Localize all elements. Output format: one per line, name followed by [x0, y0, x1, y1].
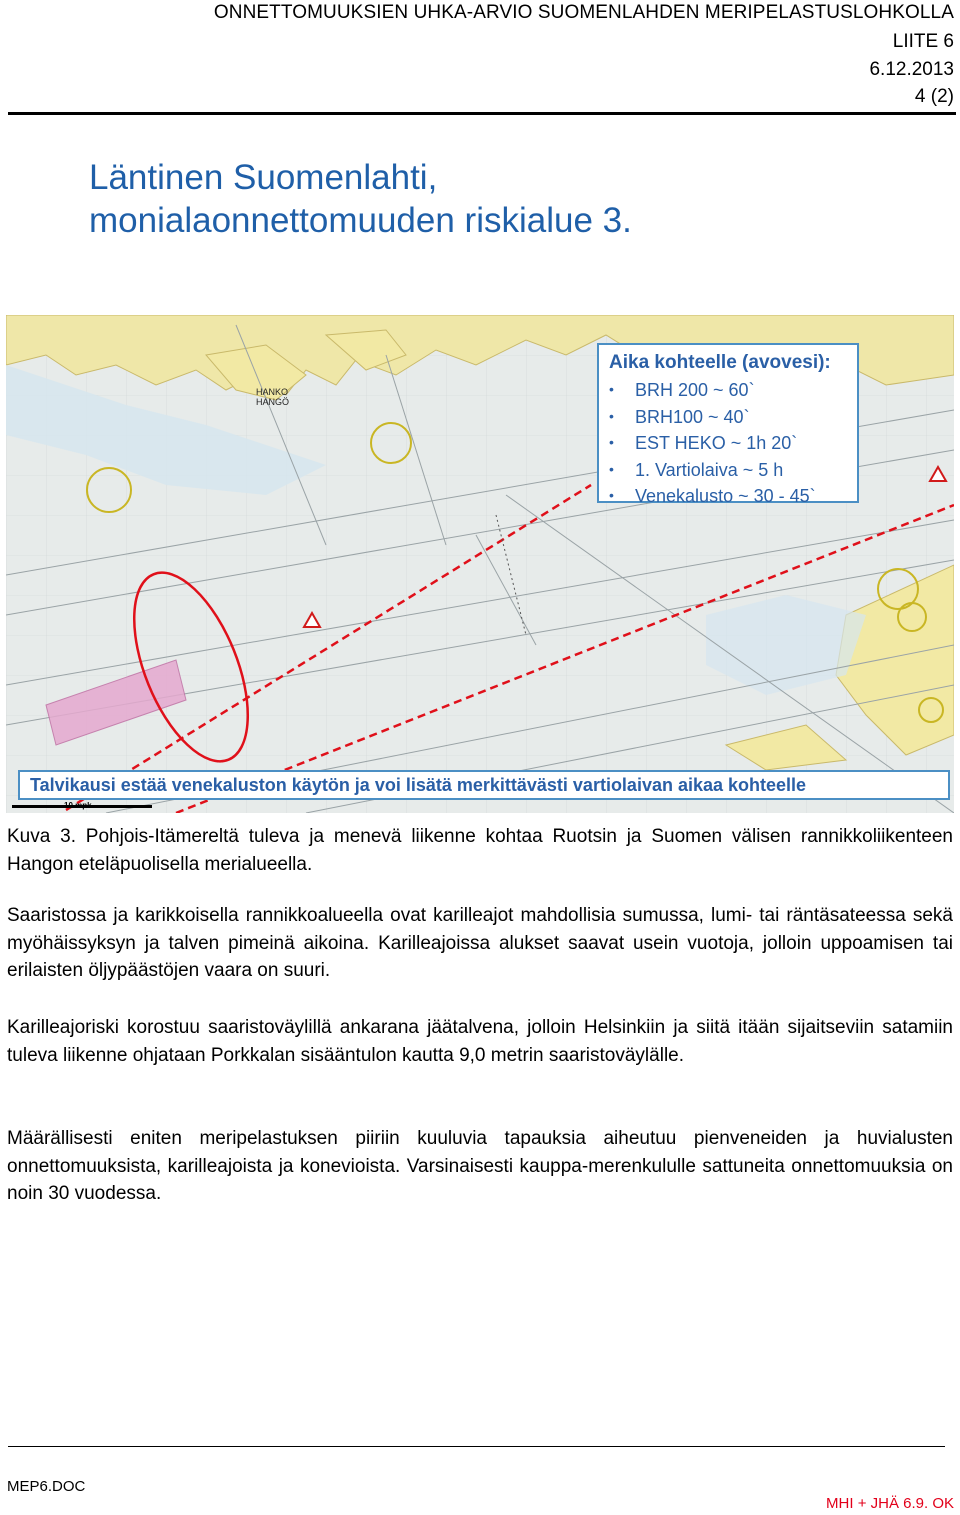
figure-caption: Kuva 3. Pohjois-Itämereltä tuleva ja menevä liikenne kohtaa Ruotsin ja Suomen välisen rannikkoliikenteen Hangon eteläpuolisella merialueella. [7, 826, 953, 875]
legend-item: • Venekalusto ~ 30 - 45` [609, 483, 847, 510]
paragraph-grounding-risk: Saaristossa ja karikkoisella rannikkoalueella ovat karilleajot mahdollisia sumussa, lumi- tai räntäsateessa sekä myöhäissyksyn ja talven pimeinä aikoina. Karilleajoissa alukset saavat usein vuotoja, jolloin uppoamisen tai erilaisten öljypäästöjen vaara on suuri. [7, 905, 953, 981]
footer-filename: MEP6.DOC [7, 1478, 86, 1495]
legend-item: • BRH 200 ~ 60` [609, 377, 847, 404]
bullet-icon: • [609, 460, 614, 477]
bullet-icon: • [609, 487, 614, 503]
page-number: 4 (2) [914, 86, 954, 107]
bullet-icon: • [609, 434, 614, 450]
footer-rule [8, 1446, 945, 1447]
nautical-chart-map [6, 315, 954, 813]
legend-item: • 1. Vartiolaiva ~ 5 h [609, 457, 847, 484]
slide-title-line-2: monialaonnettomuuden riskialue 3. [89, 201, 632, 240]
bullet-icon: • [609, 381, 614, 397]
winter-season-note: Talvikausi estää venekaluston käytön ja voi lisätä merkittävästi vartiolaivan aikaa kohteelle [18, 770, 950, 800]
document-header-title: ONNETTOMUUKSIEN UHKA-ARVIO SUOMENLAHDEN MERIPELASTUSLOHKOLLA [213, 2, 954, 23]
slide-title-line-1: Läntinen Suomenlahti, [89, 158, 438, 197]
bullet-icon: • [609, 407, 614, 424]
place-label-hanko: HANKO [256, 387, 289, 397]
document-date: 6.12.2013 [869, 59, 954, 80]
footer-author: MHI + JHÄ 6.9. OK [826, 1495, 954, 1512]
response-time-legend [597, 343, 859, 506]
appendix-label: LIITE 6 [892, 31, 954, 52]
paragraph-ice-winter: Karilleajoriski korostuu saaristoväylillä ankarana jäätalvena, jolloin Helsinkiin ja siitä itään sijaitseviin satamiin tuleva liikenne ohjataan Porkkalan sisääntulon kautta 9,0 metrin saaristoväylälle. [7, 1017, 953, 1066]
legend-list [609, 377, 847, 510]
legend-item: • EST HEKO ~ 1h 20` [609, 430, 847, 457]
header-rule [8, 112, 956, 115]
legend-title: Aika kohteelle (avovesi): [609, 352, 831, 373]
place-label-hango: HANGÖ [256, 397, 290, 407]
paragraph-statistics: Määrällisesti eniten meripelastuksen piiriin kuuluvia tapauksia aiheutuu pienveneiden ja huvialusten onnettomuuksista, karilleajoista ja konevioista. Varsinaisesti kauppa-merenkululle sattuneita onnettomuuksia on noin 30 vuodessa. [7, 1128, 953, 1204]
scale-label: 10 mpk [64, 801, 92, 810]
legend-item: • BRH100 ~ 40` [609, 404, 847, 431]
